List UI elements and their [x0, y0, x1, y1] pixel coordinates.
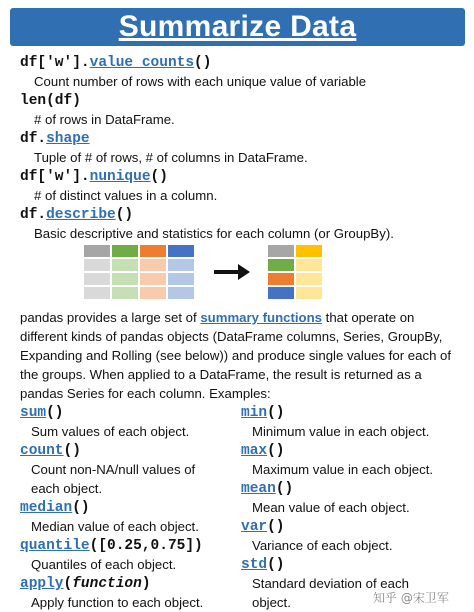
code-suffix: () — [150, 169, 168, 185]
std-link[interactable]: std — [241, 557, 268, 573]
summary-illustration — [268, 245, 322, 299]
page-title: Summarize Data — [118, 10, 357, 43]
table-cell — [112, 287, 138, 299]
std-code — [241, 556, 285, 574]
mean-link[interactable]: mean — [241, 481, 276, 497]
code-suffix: () — [115, 207, 134, 223]
min-desc: Minimum value in each object. — [252, 424, 430, 439]
table-cell — [140, 245, 166, 257]
value-counts-desc: Count number of rows with each unique value of variable — [34, 74, 367, 89]
table-cell — [140, 287, 166, 299]
median-desc: Median value of each object. — [31, 519, 199, 534]
count-link[interactable]: count — [20, 443, 64, 459]
shape-link[interactable]: shape — [46, 131, 90, 147]
len-code: len(df) — [20, 93, 81, 109]
nunique-desc: # of distinct values in a column. — [34, 188, 218, 203]
code-args: () — [267, 443, 285, 459]
table-cell — [84, 259, 110, 271]
min-code — [241, 404, 285, 422]
watermark: 知乎 @宋卫军 — [373, 591, 449, 605]
table-cell — [112, 245, 138, 257]
value-counts-code — [20, 54, 211, 72]
var-link[interactable]: var — [241, 519, 268, 535]
code-args: () — [72, 500, 90, 516]
paragraph-text: pandas provides a large set of — [20, 310, 201, 325]
var-desc: Variance of each object. — [252, 538, 393, 553]
code-prefix: df['w']. — [20, 169, 90, 185]
apply-link[interactable]: apply — [20, 576, 64, 592]
shape-desc: Tuple of # of rows, # of columns in DataFrame. — [34, 150, 308, 165]
summary-paragraph — [20, 308, 465, 403]
apply-code — [20, 575, 151, 593]
sum-code — [20, 404, 64, 422]
quantile-link[interactable]: quantile — [20, 538, 90, 554]
summary-cell — [296, 273, 322, 285]
code-args: () — [63, 443, 81, 459]
table-cell — [140, 273, 166, 285]
code-args: () — [267, 405, 285, 421]
code-prefix: df. — [20, 207, 47, 223]
median-link[interactable]: median — [20, 500, 73, 516]
code-prefix: df. — [20, 131, 47, 147]
code-args: ) — [141, 576, 151, 592]
describe-desc: Basic descriptive and statistics for each column (or GroupBy). — [34, 226, 394, 241]
count-desc-line1: Count non-NA/null values of — [31, 462, 196, 477]
nunique-code — [20, 168, 168, 186]
code-suffix: () — [194, 55, 212, 71]
summary-cell — [268, 287, 294, 299]
code-args-italic: function — [72, 576, 142, 592]
summary-cell — [296, 245, 322, 257]
std-desc-line2: object. — [252, 595, 291, 610]
table-cell — [84, 273, 110, 285]
code-args: () — [46, 405, 64, 421]
max-link[interactable]: max — [241, 443, 268, 459]
table-cell — [168, 259, 194, 271]
table-cell — [84, 245, 110, 257]
nunique-link[interactable]: nunique — [89, 169, 151, 185]
min-link[interactable]: min — [241, 405, 268, 421]
describe-code — [20, 206, 133, 224]
summary-cell — [296, 287, 322, 299]
sum-desc: Sum values of each object. — [31, 424, 190, 439]
table-cell — [84, 287, 110, 299]
sum-link[interactable]: sum — [20, 405, 47, 421]
summary-cell — [268, 245, 294, 257]
table-cell — [112, 273, 138, 285]
mean-code — [241, 480, 293, 498]
apply-desc: Apply function to each object. — [31, 595, 204, 610]
table-cell — [168, 245, 194, 257]
median-code — [20, 499, 90, 517]
value-counts-link[interactable]: value_counts — [89, 55, 195, 71]
shape-code — [20, 130, 90, 148]
summary-cell — [268, 273, 294, 285]
quantile-code — [20, 537, 203, 555]
code-args: () — [267, 557, 285, 573]
mean-desc: Mean value of each object. — [252, 500, 410, 515]
code-args: ( — [63, 576, 73, 592]
right-arrow-icon — [212, 262, 252, 282]
count-code — [20, 442, 81, 460]
table-cell — [140, 259, 166, 271]
code-args: () — [275, 481, 294, 497]
dataframe-illustration — [84, 245, 194, 299]
var-code — [241, 518, 285, 536]
summary-functions-link[interactable]: summary functions — [200, 310, 322, 325]
table-cell — [168, 287, 194, 299]
summary-cell — [268, 259, 294, 271]
code-args: () — [267, 519, 285, 535]
title-banner — [10, 8, 465, 46]
len-desc: # of rows in DataFrame. — [34, 112, 175, 127]
code-args: ([0.25,0.75]) — [89, 538, 203, 554]
std-desc-line1: Standard deviation of each — [252, 576, 409, 591]
quantile-desc: Quantiles of each object. — [31, 557, 177, 572]
paragraph-text: that operate on different kinds of pandas objects (DataFrame columns, Series, GroupBy, Expanding and Rolling (see below)) and produce single values for each of the groups. When applied to a DataFrame, the result is returned as a pandas Series for each column. Examples: — [20, 310, 452, 401]
describe-link[interactable]: describe — [46, 207, 116, 223]
code-prefix: df['w']. — [20, 55, 90, 71]
max-desc: Maximum value in each object. — [252, 462, 434, 477]
table-cell — [112, 259, 138, 271]
count-desc-line2: each object. — [31, 481, 103, 496]
max-code — [241, 442, 285, 460]
summary-cell — [296, 259, 322, 271]
table-cell — [168, 273, 194, 285]
